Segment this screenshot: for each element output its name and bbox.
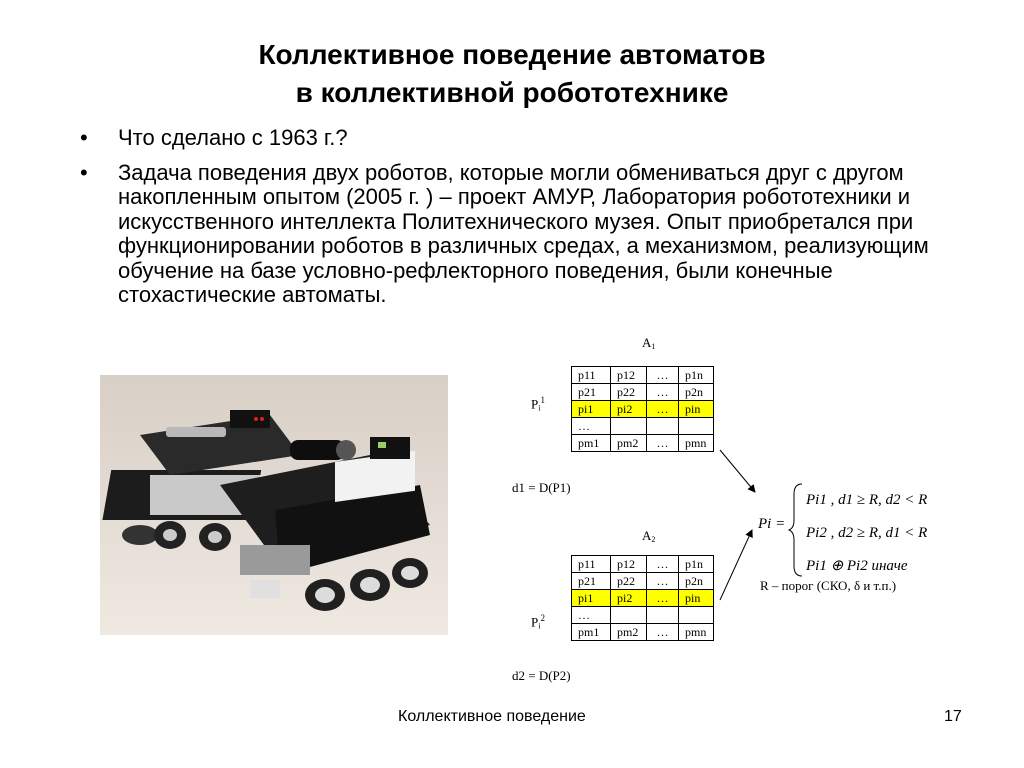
formula-case-1: Pi1 , d1 ≥ R, d2 < R — [806, 492, 928, 508]
formula-case-3: Pi1 ⊕ Pi2 иначе — [806, 558, 908, 574]
matrix-a2 — [571, 555, 714, 641]
decision-d2: d2 = D(P2) — [512, 668, 571, 683]
label-pi1: $P_i^1$ — [531, 395, 545, 413]
arrow-from-a2 — [720, 530, 752, 600]
formula-case-2: Pi2 , d2 ≥ R, d1 < R — [806, 525, 928, 541]
label-a1: $A_1$ — [642, 335, 656, 351]
matrix-row: p11 p12 … p1n — [572, 556, 714, 573]
footer-caption: Коллективное поведение — [398, 708, 586, 725]
matrix-row-highlighted: pi1 pi2 … pin — [572, 590, 714, 607]
matrix-row: p11 p12 … p1n — [572, 367, 714, 384]
title-line-1: Коллективное поведение автоматов — [258, 39, 766, 70]
bullet-item — [80, 126, 960, 151]
bullet-text: Задача поведения двух роботов, которые могли обмениваться друг с другом накопленным опытом (2005 г. ) – проект АМУР, Лаборатория робототехники и искусственного интеллекта Политехнического музея. Опыт приобретался при функционировании роботов в различных средах, а механизмом, реализующим обучение на базе условно-рефлекторного поведения, были конечные стохастические автоматы. — [118, 159, 929, 307]
matrix-row: p21 p22 … p2n — [572, 573, 714, 590]
bullet-list — [80, 126, 960, 318]
decision-d1: d1 = D(P1) — [512, 480, 571, 495]
matrix-a1 — [571, 366, 714, 452]
title-line-2: в коллективной робототехнике — [295, 77, 729, 108]
matrix-row: … — [572, 607, 714, 624]
threshold-note: R – порог (СКО, δ и т.п.) — [760, 578, 897, 593]
arrow-from-a1 — [720, 450, 755, 492]
bullet-dot: • — [80, 159, 88, 185]
page-number: 17 — [944, 708, 962, 725]
formula-cases — [806, 484, 927, 583]
brace — [788, 480, 804, 580]
bullet-dot: • — [80, 125, 88, 150]
matrix-row: pm1 pm2 … pmn — [572, 624, 714, 641]
formula-lhs: Pi = — [758, 516, 786, 532]
label-pi2: $P_i^2$ — [531, 613, 545, 631]
bullet-text: Что сделано с 1963 г.? — [118, 125, 348, 150]
matrix-row: p21 p22 … p2n — [572, 384, 714, 401]
matrix-row-highlighted: pi1 pi2 … pin — [572, 401, 714, 418]
matrix-row: … — [572, 418, 714, 435]
label-a2: $A_2$ — [642, 528, 656, 544]
slide-title — [0, 36, 1024, 112]
bullet-item — [80, 161, 960, 308]
matrix-row: pm1 pm2 … pmn — [572, 435, 714, 452]
robots-photo — [100, 375, 448, 635]
